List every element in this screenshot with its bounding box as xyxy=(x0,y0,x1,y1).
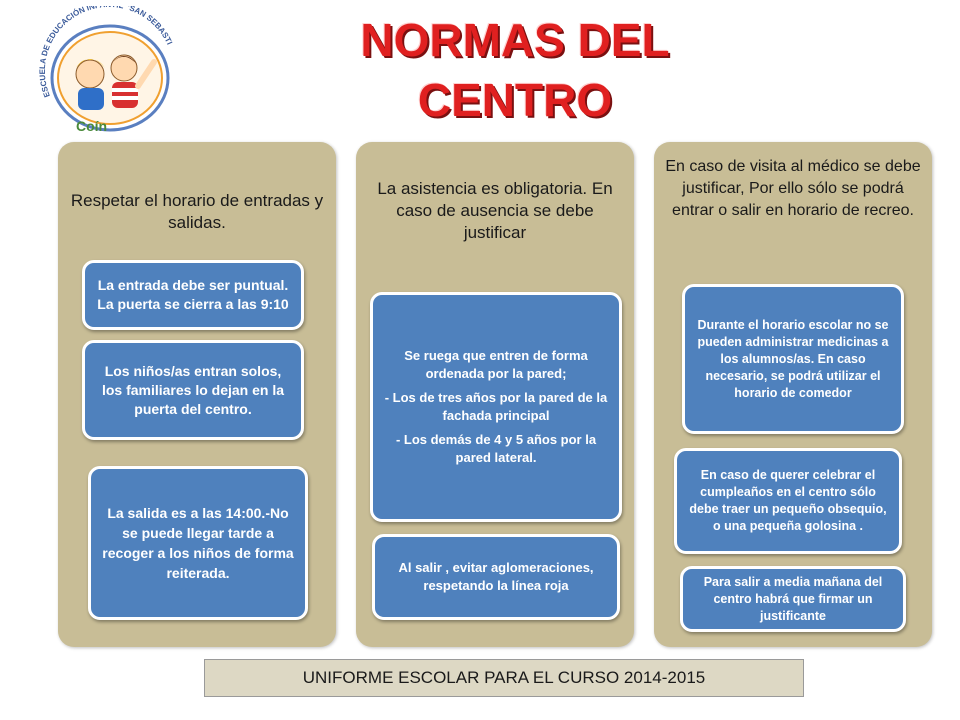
rules-column-schedule xyxy=(58,142,336,647)
rule-paragraph: Se ruega que entren de forma ordenada por la pared; xyxy=(404,348,588,381)
rule-text: La salida es a las 14:00.-No se puede llegar tarde a recoger a los niños de forma reiterada. xyxy=(102,505,294,581)
rule-box-entry-order xyxy=(370,292,622,522)
logo-arc-text: ESCUELA DE EDUCACIÓN IN "SAN SEBASTI xyxy=(37,6,175,99)
rule-box-mid-morning-exit xyxy=(680,566,906,632)
rule-box-children-enter-alone xyxy=(82,340,304,440)
rule-text: En caso de querer celebrar el cumpleaños en el centro sólo debe traer un pequeño obsequio, o una pequeña golosina . xyxy=(689,468,887,533)
column-heading: En caso de visita al médico se debe justificar, Por ello sólo se podrá entrar o salir en horario de recreo. xyxy=(665,158,921,219)
rule-box-birthday xyxy=(674,448,902,554)
rule-box-entry-time xyxy=(82,260,304,330)
page-title xyxy=(330,10,700,130)
school-logo xyxy=(28,6,188,138)
title-line-2: CENTRO xyxy=(417,74,613,126)
column-heading: Respetar el horario de entradas y salidas. xyxy=(70,191,324,232)
rule-text: Al salir , evitar aglomeraciones, respetando la línea roja xyxy=(398,560,594,593)
rule-paragraph: - Los demás de 4 y 5 años por la pared lateral. xyxy=(395,432,597,465)
rule-paragraph: - Los de tres años por la pared de la fachada principal xyxy=(384,390,608,423)
rule-text: Los niños/as entran solos, los familiares lo dejan en la puerta del centro. xyxy=(101,362,285,417)
logo-town: Coín xyxy=(76,118,108,134)
uniform-link[interactable]: UNIFORME ESCOLAR PARA EL CURSO 2014-2015 xyxy=(204,659,804,697)
rule-text: La entrada debe ser puntual. La puerta se cierra a las 9:10 xyxy=(97,277,289,312)
rules-column-medical xyxy=(654,142,932,647)
rule-box-exit-time xyxy=(88,466,308,620)
school-logo-emblem xyxy=(28,6,188,138)
rule-text: Durante el horario escolar no se pueden administrar medicinas a los alumnos/as. En caso necesario, se podrá utilizar el horario de comedor xyxy=(697,317,889,400)
rule-text: Para salir a media mañana del centro habrá que firmar un justificante xyxy=(703,574,883,623)
column-heading: La asistencia es obligatoria. En caso de ausencia se debe justificar xyxy=(377,179,613,242)
rule-box-medicines xyxy=(682,284,904,434)
rule-box-red-line xyxy=(372,534,620,620)
rules-column-attendance xyxy=(356,142,634,647)
title-line-1: NORMAS DEL xyxy=(360,14,670,66)
